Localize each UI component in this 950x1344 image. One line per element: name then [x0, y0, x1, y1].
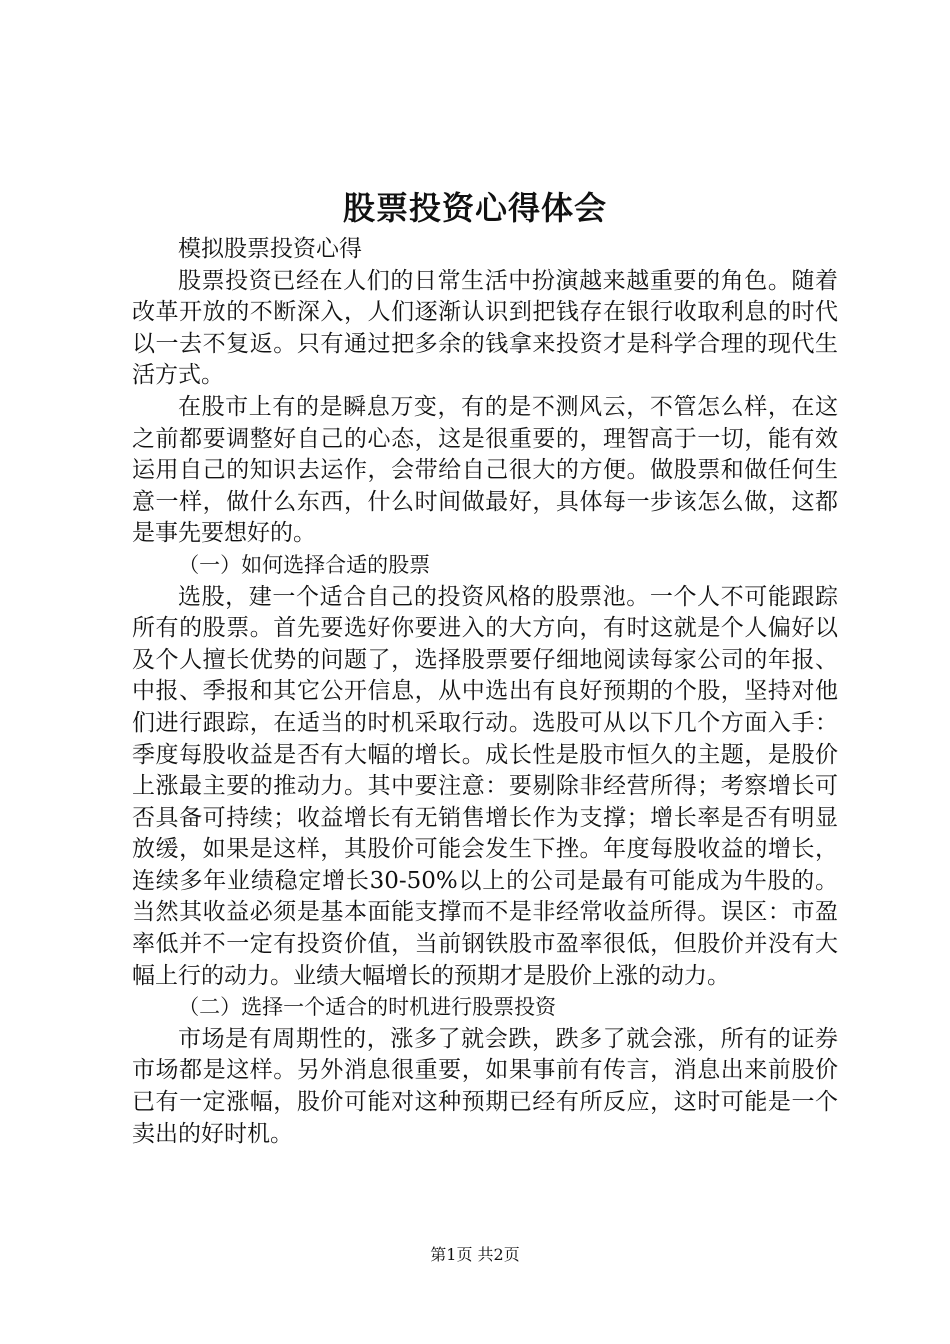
page-footer: 第1页 共2页: [430, 1245, 520, 1264]
subtitle-paragraph: 模拟股票投资心得: [178, 236, 362, 262]
body-paragraph: 股票投资已经在人们的日常生活中扮演越来越重要的角色。随着改革开放的不断深入，人们逐渐认识到把钱存在银行收取利息的时代以一去不复返。只有通过把多余的钱拿来投资才是科学合理的现代生活方式。: [132, 267, 838, 389]
body-paragraph: 选股，建一个适合自己的投资风格的股票池。一个人不可能跟踪所有的股票。首先要选好你要进入的大方向，有时这就是个人偏好以及个人擅长优势的问题了，选择股票要仔细地阅读每家公司的年报、中报、季报和其它公开信息，从中选出有良好预期的个股，坚持对他们进行跟踪，在适当的时机采取行动。选股可从以下几个方面入手：季度每股收益是否有大幅的增长。成长性是股市恒久的主题，是股价上涨最主要的推动力。其中要注意：要剔除非经营所得；考察增长可否具备可持续；收益增长有无销售增长作为支撑；增长率是否有明显放缓，如果是这样，其股价可能会发生下挫。年度每股收益的增长，连续多年业绩稳定增长30-50%以上的公司是最有可能成为牛股的。当然其收益必须是基本面能支撑而不是非经常收益所得。误区：市盈率低并不一定有投资价值，当前钢铁股市盈率很低，但股价并没有大幅上行的动力。业绩大幅增长的预期才是股价上涨的动力。: [132, 583, 838, 989]
document-title: 股票投资心得体会: [342, 189, 607, 227]
document-body: [132, 234, 838, 1150]
body-paragraph: 市场是有周期性的，涨多了就会跌，跌多了就会涨，所有的证券市场都是这样。另外消息很重要，如果事前有传言，消息出来前股价已有一定涨幅，股价可能对这种预期已经有所反应，这时可能是一个卖出的好时机。: [132, 1025, 838, 1147]
section-heading: （一）如何选择合适的股票: [178, 552, 431, 577]
section-heading: （二）选择一个适合的时机进行股票投资: [178, 995, 557, 1020]
body-paragraph: 在股市上有的是瞬息万变，有的是不测风云，不管怎么样，在这之前都要调整好自己的心态，这是很重要的，理智高于一切，能有效运用自己的知识去运作，会带给自己很大的方便。做股票和做任何生意一样，做什么东西，什么时间做最好，具体每一步该怎么做，这都是事先要想好的。: [132, 393, 838, 547]
